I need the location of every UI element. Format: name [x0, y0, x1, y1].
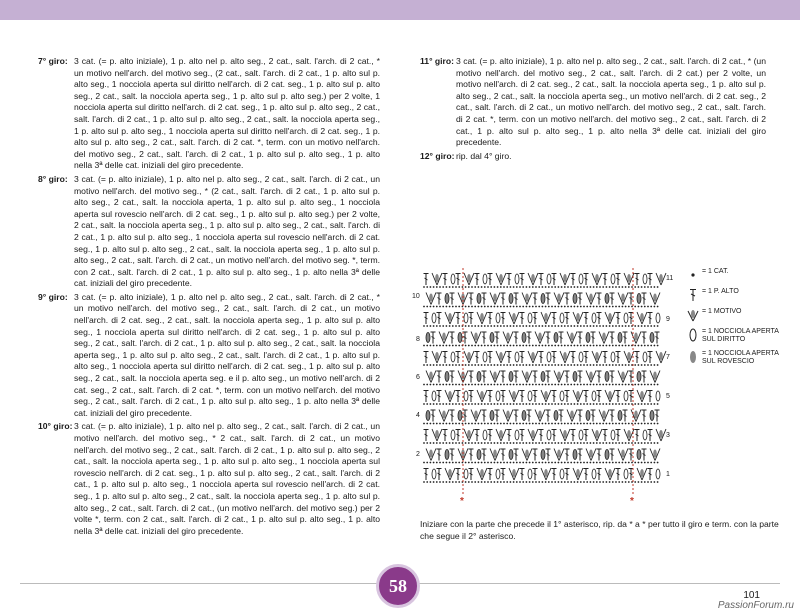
legend-open-bobble-front: = 1 NOCCIOLA APERTA SUL DIRITTO [686, 328, 786, 344]
chart-legend [686, 268, 786, 372]
row-number-10: 10 [412, 293, 420, 300]
round-8 [38, 174, 380, 290]
round-9 [38, 292, 380, 420]
round-text: 3 cat. (= p. alto iniziale), 1 p. alto nel p. alto seg., 2 cat., salt. l'arch. di 2 cat., un motivo nell'arch. del motivo seg., * (2 cat., salt. l'arch. di 2 cat., 1 p. alto sul p. alto seg., 2 cat., salt. la nocciola aperta, 1 p. alto sul p. alto seg., 1 nocciola aperta sul rovescio nell'arch. di 2 cat. seg., 1 p. alto sul p. alto seg.) per 2 volte, 2 cat., salt. la nocciola aperta seg., 1 p. alto sul p. alto seg., 2 cat., salt. l'arch. di 2 cat., 1 p. alto sul p. alto seg., 1 nocciola aperta sul rovescio nell'arch. di 2 cat. seg., 1 p. alto sul p. alto seg., 2 cat., salt. la nocciola aperta seg., 1 p. alto sul p. alto seg., 2 cat., salt. l'arch. di 2 cat., un motivo nell'arch. del motivo seg. *, term. con 2 cat., salt. l'arch. di 2 cat., 1 p. alto sul p. alto seg., 1 p. alto nella 3ª delle cat. iniziali del giro precedente. [74, 173, 380, 289]
chart-symbols [404, 262, 674, 514]
row-number-5: 5 [666, 393, 670, 400]
legend-motif: = 1 MOTIVO [686, 308, 786, 322]
left-column [38, 56, 380, 539]
round-label: 10° giro: [38, 421, 73, 432]
row-number-6: 6 [416, 374, 420, 381]
row-number-11: 11 [666, 275, 674, 282]
round-10 [38, 421, 380, 537]
row-number-4: 4 [416, 412, 420, 419]
round-7 [38, 56, 380, 172]
round-text: 3 cat. (= p. alto iniziale), 1 p. alto nel p. alto seg., 2 cat., salt. l'arch. di 2 cat., un motivo nell'arch. del motivo seg., * 2 cat., salt. l'arch. di 2 cat., un motivo nell'arch. del motivo seg., 2 cat., salt. l'arch. di 2 cat., 1 p. alto sul p. alto seg., 2 cat., salt. la nocciola aperta seg., 1 p. alto sul p. alto seg., 1 nocciola aperta sul rovescio nell'arch. di 2 cat. seg., 1 p. alto sul p. alto seg., 2 cat., salt. l'arch. di 2 cat., 1 p. alto sul p. alto seg., 1 nocciola aperta sul rovescio nell'arch. di 2 cat. seg., 1 p. alto sul p. alto seg., 2 cat., salt. la nocciola aperta seg., 1 p. alto sul p. alto seg., 2 cat., salt. l'arch. di 2 cat., (un motivo nell'arch. del motivo seg.) per 2 volte *, term. con 2 cat., salt. l'arch. di 2 cat., 1 p. alto sul p. alto seg., 1 p. alto nella 3ª delle cat. iniziali del giro precedente. [74, 421, 380, 536]
round-text: rip. dal 4° giro. [456, 150, 512, 161]
round-text: 3 cat. (= p. alto iniziale), 1 p. alto nel p. alto seg., 2 cat., salt. l'arch. di 2 cat., * un motivo nell'arch. del motivo seg., 2 cat., salt. l'arch. di 2 cat., un motivo nell'arch. di 2 cat. seg., 2 cat., salt. la nocciola aperta seg., 1 p. alto sul p. alto seg., 1 nocciola aperta sul diritto nell'arch. di 2 cat. seg., 1 p. alto sul p. alto seg., 2 cat., salt. l'arch. di 2 cat., 1 p. alto sul p. alto seg., 2 cat., salt. la nocciola aperta seg., 1 p. alto sul p. alto seg., 2 cat., salt. l'arch. di 2 cat., 1 p. alto sul p. alto seg., 1 nocciola aperta sul diritto nell'arch. di 2 cat. seg., 1 p. alto sul p. alto seg., 2 cat., salt. la nocciola aperta seg. e il p. alto seg., un motivo nell'arch. di 2 cat. seg., 2 cat., salt. l'arch. di 2 cat. *, term. con un motivo nell'arch. del motivo seg., 2 cat., salt. l'arch. di 2 cat., 1 p. alto sul p. alto seg., 1 p. alto nella 3ª delle cat. iniziali del giro precedente. [74, 291, 380, 418]
asterisk-right: * [630, 496, 634, 507]
row-number-7: 7 [666, 354, 670, 361]
motif-icon [686, 308, 700, 322]
round-label: 11° giro: [420, 56, 455, 66]
asterisk-left: * [460, 496, 464, 507]
page-badge: 58 [376, 564, 420, 608]
row-number-9: 9 [666, 316, 670, 323]
round-11 [420, 56, 766, 149]
row-number-8: 8 [416, 336, 420, 343]
open-bobble-front-icon [686, 328, 700, 342]
row-number-2: 2 [416, 451, 420, 458]
round-label: 12° giro: [420, 150, 455, 161]
top-color-band [0, 0, 800, 20]
dot-icon [686, 268, 700, 282]
row-number-3: 3 [666, 432, 670, 439]
open-bobble-back-icon [686, 350, 700, 364]
round-label: 7° giro: [38, 56, 68, 66]
right-column [420, 56, 766, 164]
watermark: PassionForum.ru [717, 600, 794, 611]
round-12 [420, 151, 766, 163]
round-text: 3 cat. (= p. alto iniziale), 1 p. alto nel p. alto seg., 2 cat., salt. l'arch. di 2 cat., * (un motivo nell'arch. del motivo seg., 2 cat., salt. l'arch. di 2 cat.) per 2 volte, un motivo nell'arch. di 2 cat. seg., 2 cat., salt. la nocciola aperta seg., 1 p. alto sul p. alto seg., 2 cat., salt. la nocciola aperta seg., un motivo nell'arch. di 2 cat. seg., 2 cat., salt. l'arch. di 2 cat., un motivo nell'arch. del motivo seg., 2 cat., salt. l'arch. di 2 cat. *, term. con un motivo nell'arch. del motivo seg., 2 cat., salt. l'arch. di 2 cat., 1 p. alto sul p. alto seg., 1 p. alto nella 3ª delle cat. iniziali del giro precedente. [456, 56, 766, 148]
double-crochet-icon [686, 288, 700, 302]
round-label: 8° giro: [38, 173, 68, 184]
page-number: 101 [743, 590, 760, 601]
row-number-1: 1 [666, 471, 670, 478]
round-label: 9° giro: [38, 291, 68, 302]
chart-caption: Iniziare con la parte che precede il 1° asterisco, rip. da * a * per tutto il giro e term. con la parte che segue il 2° asterisco. [420, 519, 779, 541]
legend-open-bobble-back: = 1 NOCCIOLA APERTA SUL ROVESCIO [686, 350, 786, 366]
crochet-chart [404, 262, 674, 514]
legend-chain: = 1 CAT. [686, 268, 786, 282]
legend-double-crochet: = 1 P. ALTO [686, 288, 786, 302]
round-text: 3 cat. (= p. alto iniziale), 1 p. alto nel p. alto seg., 2 cat., salt. l'arch. di 2 cat., * un motivo nell'arch. del motivo seg., (2 cat., salt. l'arch. di 2 cat., 1 p. alto sul p. alto seg., 1 nocciola aperta sul diritto nell'arch. di 2 cat. seg., 1 p. alto sul p. alto seg., 2 cat., salt. la nocciola aperta seg., 1 p. alto sul p. alto seg.) per 2 volte, 1 nocciola aperta sul diritto nell'arch. di 2 cat. seg., 1 p. alto sul p. alto seg., 2 cat., salt. l'arch. di 2 cat., 1 p. alto sul p. alto seg., 2 cat., salt. la nocciola aperta seg., 1 p. alto sul p. alto seg., 1 nocciola aperta sul diritto nell'arch. di 2 cat. seg., 1 p. alto sul p. alto seg., 2 cat., salt. l'arch. di 2 cat. *, term. con un motivo nell'arch. del motivo seg., 2 cat., salt. l'arch. di 2 cat., 1 p. alto sul p. alto seg., 1 p. alto nella 3ª delle cat. iniziali del giro precedente. [74, 56, 380, 171]
